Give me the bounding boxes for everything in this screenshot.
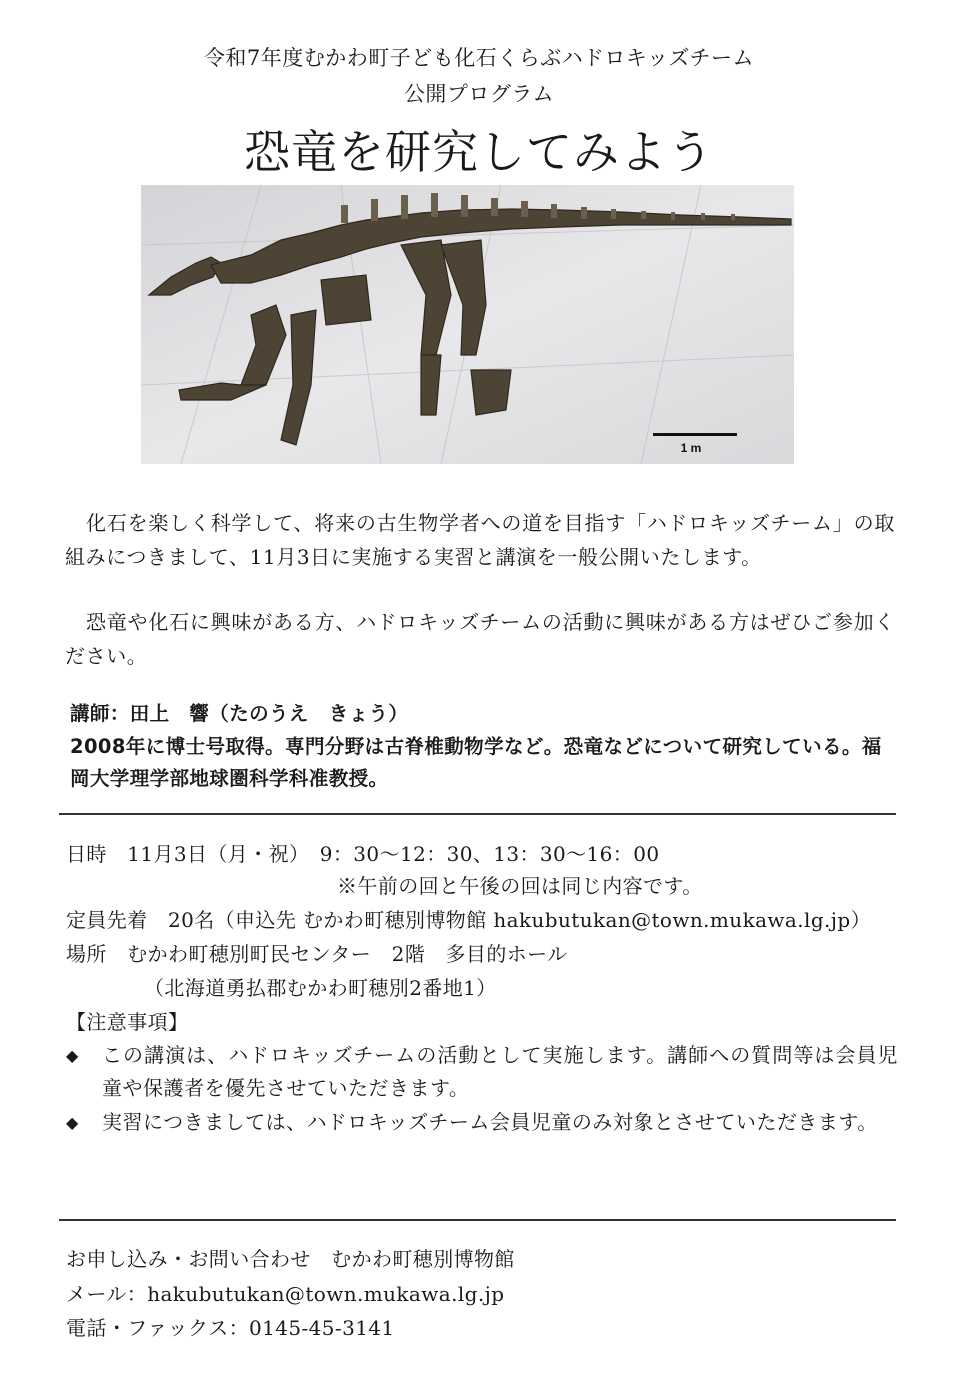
event-address: （北海道勇払郡むかわ町穂別2番地1） — [144, 976, 497, 1000]
note-text: この講演は、ハドロキッズチームの活動として実施します。講師への質問等は会員児童や保護者を優先させていただきます。 — [102, 1043, 898, 1100]
diamond-bullet-icon: ◆ — [66, 1113, 79, 1132]
note-text: 実習につきましては、ハドロキッズチーム会員児童のみ対象とさせていただきます。 — [102, 1110, 878, 1134]
note-item — [66, 1039, 898, 1105]
scale-bar-label: 1 m — [680, 441, 702, 455]
event-date: 日時 11月3日（月・祝） 9：30～12：30、13：30～16：00 — [66, 842, 660, 866]
notes-heading: 【注意事項】 — [66, 1010, 189, 1034]
contact-phone: 電話・ファックス：0145-45-3141 — [66, 1316, 395, 1340]
note-item — [66, 1106, 898, 1139]
invitation-paragraph: 恐竜や化石に興味がある方、ハドロキッズチームの活動に興味がある方はぜひご参加ください。 — [65, 610, 895, 668]
event-venue: 場所 むかわ町穂別町民センター 2階 多目的ホール — [66, 942, 568, 966]
program-subheading: 公開プログラム — [403, 82, 555, 106]
lecturer-bio: 2008年に博士号取得。専門分野は古脊椎動物学など。恐竜などについて研究している。福岡大学理学部地球圏科学科准教授。 — [70, 735, 882, 790]
section-divider — [59, 1219, 896, 1221]
section-divider — [59, 813, 896, 815]
diamond-bullet-icon: ◆ — [66, 1046, 79, 1065]
dinosaur-skeleton-photo — [141, 185, 794, 464]
contact-email: メール：hakubutukan@town.mukawa.lg.jp — [66, 1282, 505, 1306]
event-capacity: 定員先着 20名（申込先 むかわ町穂別博物館 hakubutukan@town.mukawa.lg.jp） — [66, 908, 871, 932]
program-series-heading: 令和7年度むかわ町子ども化石くらぶハドロキッズチーム — [203, 46, 755, 70]
contact-heading: お申し込み・お問い合わせ むかわ町穂別博物館 — [66, 1247, 515, 1271]
event-date-note: ※午前の回と午後の回は同じ内容です。 — [337, 874, 703, 898]
lecturer-name: 講師：田上 響（たのうえ きょう） — [70, 702, 409, 725]
intro-paragraph: 化石を楽しく科学して、将来の古生物学者への道を目指す「ハドロキッズチーム」の取組みにつきまして、11月3日に実施する実習と講演を一般公開いたします。 — [65, 511, 895, 569]
page-title: 恐竜を研究してみよう — [244, 125, 714, 179]
